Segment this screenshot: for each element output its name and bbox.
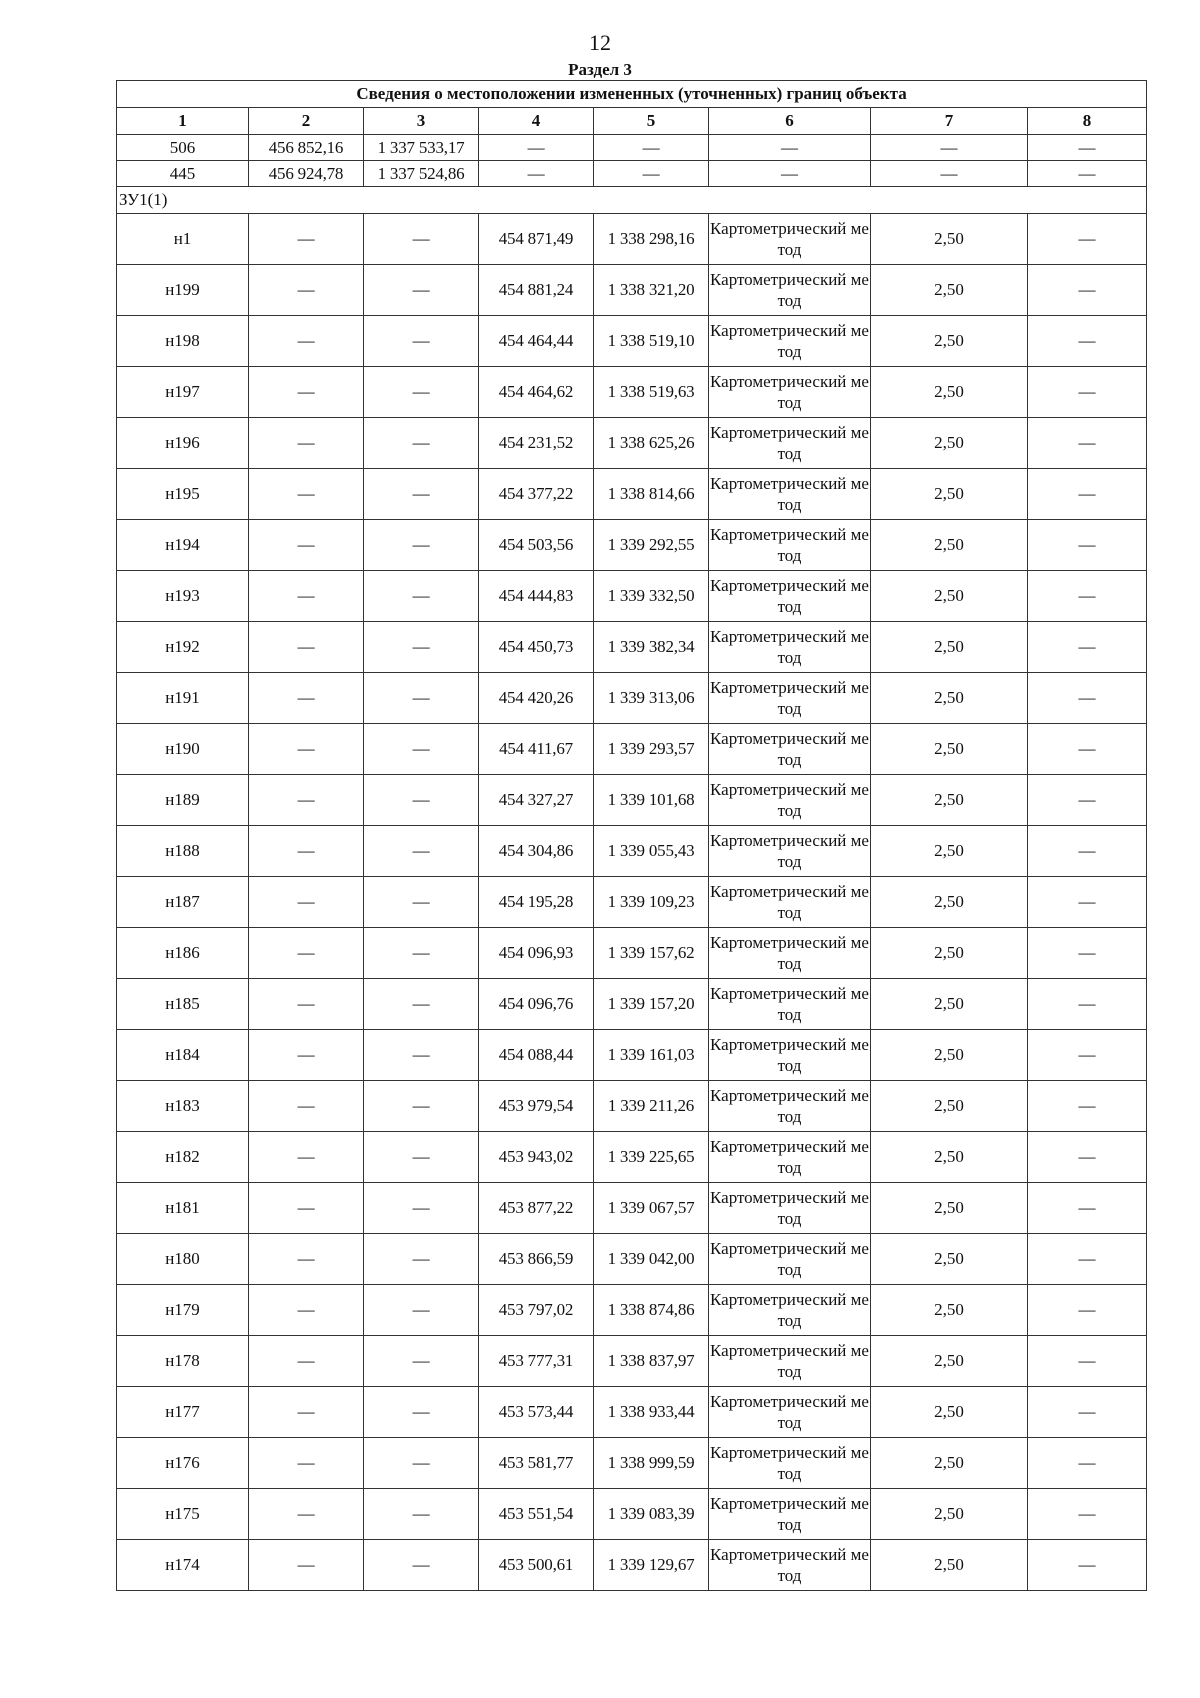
accuracy-cell: 2,50 [871,418,1028,469]
table-row [117,1387,1147,1438]
method-cell: Картометрический метод [709,418,871,469]
group-row [117,187,1147,214]
description-cell: — [1028,1438,1147,1489]
table-row [117,1438,1147,1489]
x-new-cell: 453 943,02 [479,1132,594,1183]
column-number-cell: 8 [1028,108,1147,135]
point-cell: н194 [117,520,249,571]
x-new-cell: 453 777,31 [479,1336,594,1387]
x-new-cell: 453 797,02 [479,1285,594,1336]
description-cell: — [1028,161,1147,187]
point-cell: н183 [117,1081,249,1132]
description-cell: — [1028,265,1147,316]
x-old-cell: 456 924,78 [249,161,364,187]
y-old-cell: — [364,1336,479,1387]
description-cell: — [1028,1081,1147,1132]
y-new-cell: 1 339 225,65 [594,1132,709,1183]
method-cell: Картометрический метод [709,367,871,418]
y-old-cell: — [364,1438,479,1489]
y-old-cell: — [364,1540,479,1591]
point-cell: н193 [117,571,249,622]
y-old-cell: — [364,214,479,265]
x-old-cell: — [249,1234,364,1285]
accuracy-cell: 2,50 [871,1540,1028,1591]
method-cell: Картометрический метод [709,1540,871,1591]
method-cell: Картометрический метод [709,316,871,367]
x-new-cell: 454 881,24 [479,265,594,316]
y-old-cell: — [364,1183,479,1234]
x-old-cell: 456 852,16 [249,135,364,161]
x-old-cell: — [249,1489,364,1540]
method-cell: Картометрический метод [709,214,871,265]
group-label: ЗУ1(1) [117,187,1147,214]
method-cell: Картометрический метод [709,571,871,622]
table-row [117,928,1147,979]
y-old-cell: — [364,469,479,520]
accuracy-cell: — [871,135,1028,161]
column-number-cell: 6 [709,108,871,135]
x-old-cell: — [249,1438,364,1489]
table-title-row [117,81,1147,108]
y-old-cell: — [364,520,479,571]
point-cell: 506 [117,135,249,161]
y-old-cell: — [364,673,479,724]
x-old-cell: — [249,1285,364,1336]
x-new-cell: 454 304,86 [479,826,594,877]
x-new-cell: 454 464,44 [479,316,594,367]
accuracy-cell: 2,50 [871,1336,1028,1387]
accuracy-cell: 2,50 [871,826,1028,877]
column-number-row [117,108,1147,135]
description-cell: — [1028,1489,1147,1540]
description-cell: — [1028,135,1147,161]
y-new-cell: 1 338 999,59 [594,1438,709,1489]
description-cell: — [1028,418,1147,469]
accuracy-cell: 2,50 [871,1183,1028,1234]
table-row [117,775,1147,826]
table-row [117,1030,1147,1081]
description-cell: — [1028,1387,1147,1438]
y-old-cell: — [364,877,479,928]
x-old-cell: — [249,1387,364,1438]
table-row [117,1234,1147,1285]
y-new-cell: 1 339 109,23 [594,877,709,928]
description-cell: — [1028,520,1147,571]
x-new-cell: 454 377,22 [479,469,594,520]
method-cell: Картометрический метод [709,520,871,571]
y-new-cell: — [594,135,709,161]
x-old-cell: — [249,1132,364,1183]
x-old-cell: — [249,979,364,1030]
y-old-cell: — [364,1030,479,1081]
point-cell: н184 [117,1030,249,1081]
y-new-cell: — [594,161,709,187]
y-new-cell: 1 339 157,20 [594,979,709,1030]
method-cell: Картометрический метод [709,622,871,673]
point-cell: н175 [117,1489,249,1540]
point-cell: н190 [117,724,249,775]
x-new-cell: 454 195,28 [479,877,594,928]
x-old-cell: — [249,367,364,418]
method-cell: Картометрический метод [709,1183,871,1234]
table-row [117,1540,1147,1591]
y-old-cell: — [364,1285,479,1336]
accuracy-cell: 2,50 [871,265,1028,316]
y-old-cell: — [364,775,479,826]
accuracy-cell: 2,50 [871,1387,1028,1438]
x-new-cell: 453 500,61 [479,1540,594,1591]
table-row [117,418,1147,469]
table-row [117,1183,1147,1234]
accuracy-cell: 2,50 [871,1030,1028,1081]
x-old-cell: — [249,826,364,877]
method-cell: Картометрический метод [709,1234,871,1285]
table-row [117,826,1147,877]
y-new-cell: 1 338 298,16 [594,214,709,265]
point-cell: н185 [117,979,249,1030]
accuracy-cell: 2,50 [871,877,1028,928]
description-cell: — [1028,1132,1147,1183]
point-cell: н178 [117,1336,249,1387]
point-cell: н198 [117,316,249,367]
y-new-cell: 1 339 157,62 [594,928,709,979]
accuracy-cell: 2,50 [871,673,1028,724]
x-new-cell: — [479,161,594,187]
accuracy-cell: 2,50 [871,1285,1028,1336]
x-old-cell: — [249,1183,364,1234]
method-cell: Картометрический метод [709,1387,871,1438]
y-old-cell: — [364,367,479,418]
point-cell: н199 [117,265,249,316]
point-cell: н174 [117,1540,249,1591]
method-cell: Картометрический метод [709,673,871,724]
x-new-cell: 454 231,52 [479,418,594,469]
method-cell: Картометрический метод [709,928,871,979]
point-cell: н197 [117,367,249,418]
table-row [117,1081,1147,1132]
y-new-cell: 1 339 382,34 [594,622,709,673]
y-new-cell: 1 338 321,20 [594,265,709,316]
y-new-cell: 1 339 332,50 [594,571,709,622]
y-old-cell: — [364,1132,479,1183]
method-cell: Картометрический метод [709,979,871,1030]
x-new-cell: 454 503,56 [479,520,594,571]
point-cell: н192 [117,622,249,673]
x-new-cell: 453 877,22 [479,1183,594,1234]
x-new-cell: 454 411,67 [479,724,594,775]
description-cell: — [1028,571,1147,622]
description-cell: — [1028,1234,1147,1285]
table-row [117,520,1147,571]
y-new-cell: 1 339 313,06 [594,673,709,724]
column-number-cell: 4 [479,108,594,135]
method-cell: Картометрический метод [709,469,871,520]
column-number-cell: 1 [117,108,249,135]
table-row [117,161,1147,187]
description-cell: — [1028,1183,1147,1234]
point-cell: н177 [117,1387,249,1438]
accuracy-cell: 2,50 [871,928,1028,979]
x-new-cell: 454 420,26 [479,673,594,724]
method-cell: Картометрический метод [709,1438,871,1489]
x-new-cell: 454 327,27 [479,775,594,826]
table-row [117,1336,1147,1387]
accuracy-cell: 2,50 [871,1438,1028,1489]
x-old-cell: — [249,214,364,265]
description-cell: — [1028,214,1147,265]
point-cell: н179 [117,1285,249,1336]
method-cell: — [709,135,871,161]
x-old-cell: — [249,724,364,775]
y-old-cell: — [364,571,479,622]
method-cell: Картометрический метод [709,724,871,775]
accuracy-cell: 2,50 [871,520,1028,571]
y-old-cell: 1 337 533,17 [364,135,479,161]
accuracy-cell: 2,50 [871,1234,1028,1285]
accuracy-cell: 2,50 [871,469,1028,520]
table-row [117,316,1147,367]
point-cell: н195 [117,469,249,520]
accuracy-cell: 2,50 [871,979,1028,1030]
section-title: Раздел 3 [568,60,632,79]
method-cell: Картометрический метод [709,826,871,877]
accuracy-cell: 2,50 [871,1489,1028,1540]
x-new-cell: 453 573,44 [479,1387,594,1438]
y-new-cell: 1 338 519,63 [594,367,709,418]
y-old-cell: — [364,928,479,979]
point-cell: н187 [117,877,249,928]
x-new-cell: 454 464,62 [479,367,594,418]
x-new-cell: 454 871,49 [479,214,594,265]
table-row [117,1489,1147,1540]
method-cell: Картометрический метод [709,1030,871,1081]
accuracy-cell: 2,50 [871,775,1028,826]
y-new-cell: 1 339 042,00 [594,1234,709,1285]
table-title: Сведения о местоположении измененных (уточненных) границ объекта [117,81,1147,108]
y-new-cell: 1 339 083,39 [594,1489,709,1540]
x-old-cell: — [249,265,364,316]
method-cell: Картометрический метод [709,775,871,826]
description-cell: — [1028,826,1147,877]
y-new-cell: 1 339 067,57 [594,1183,709,1234]
description-cell: — [1028,1336,1147,1387]
point-cell: 445 [117,161,249,187]
table-row [117,571,1147,622]
x-old-cell: — [249,520,364,571]
point-cell: н188 [117,826,249,877]
y-old-cell: — [364,418,479,469]
x-new-cell: 453 551,54 [479,1489,594,1540]
x-old-cell: — [249,1336,364,1387]
y-old-cell: — [364,826,479,877]
y-old-cell: — [364,622,479,673]
table-row [117,979,1147,1030]
x-new-cell: 454 450,73 [479,622,594,673]
x-new-cell: 454 088,44 [479,1030,594,1081]
point-cell: н1 [117,214,249,265]
y-new-cell: 1 339 055,43 [594,826,709,877]
table-row [117,265,1147,316]
description-cell: — [1028,622,1147,673]
x-new-cell: 454 096,93 [479,928,594,979]
table-row [117,367,1147,418]
x-old-cell: — [249,418,364,469]
x-new-cell: 453 979,54 [479,1081,594,1132]
point-cell: н176 [117,1438,249,1489]
accuracy-cell: 2,50 [871,622,1028,673]
method-cell: Картометрический метод [709,1336,871,1387]
y-new-cell: 1 339 211,26 [594,1081,709,1132]
table-row [117,622,1147,673]
point-cell: н189 [117,775,249,826]
x-old-cell: — [249,316,364,367]
y-old-cell: — [364,724,479,775]
y-new-cell: 1 338 874,86 [594,1285,709,1336]
description-cell: — [1028,724,1147,775]
accuracy-cell: 2,50 [871,316,1028,367]
x-old-cell: — [249,877,364,928]
x-old-cell: — [249,1081,364,1132]
point-cell: н191 [117,673,249,724]
x-new-cell: — [479,135,594,161]
description-cell: — [1028,1030,1147,1081]
accuracy-cell: 2,50 [871,367,1028,418]
x-old-cell: — [249,673,364,724]
column-number-cell: 2 [249,108,364,135]
description-cell: — [1028,316,1147,367]
y-new-cell: 1 338 837,97 [594,1336,709,1387]
accuracy-cell: 2,50 [871,1132,1028,1183]
method-cell: Картометрический метод [709,265,871,316]
point-cell: н182 [117,1132,249,1183]
column-number-cell: 5 [594,108,709,135]
x-old-cell: — [249,1030,364,1081]
y-new-cell: 1 339 292,55 [594,520,709,571]
x-old-cell: — [249,571,364,622]
description-cell: — [1028,979,1147,1030]
description-cell: — [1028,877,1147,928]
page-number: 12 [589,30,611,55]
table-row [117,673,1147,724]
y-new-cell: 1 339 129,67 [594,1540,709,1591]
description-cell: — [1028,367,1147,418]
table-row [117,1132,1147,1183]
description-cell: — [1028,673,1147,724]
description-cell: — [1028,928,1147,979]
column-number-cell: 3 [364,108,479,135]
point-cell: н180 [117,1234,249,1285]
description-cell: — [1028,1540,1147,1591]
y-old-cell: — [364,1489,479,1540]
accuracy-cell: 2,50 [871,214,1028,265]
x-old-cell: — [249,622,364,673]
x-new-cell: 454 096,76 [479,979,594,1030]
x-old-cell: — [249,775,364,826]
y-old-cell: — [364,1387,479,1438]
method-cell: Картометрический метод [709,877,871,928]
description-cell: — [1028,775,1147,826]
y-new-cell: 1 338 814,66 [594,469,709,520]
point-cell: н181 [117,1183,249,1234]
table-row [117,877,1147,928]
x-old-cell: — [249,469,364,520]
table-row [117,135,1147,161]
table-row [117,724,1147,775]
x-old-cell: — [249,928,364,979]
y-old-cell: — [364,1234,479,1285]
x-old-cell: — [249,1540,364,1591]
method-cell: Картометрический метод [709,1081,871,1132]
y-new-cell: 1 339 161,03 [594,1030,709,1081]
y-old-cell: — [364,1081,479,1132]
x-new-cell: 454 444,83 [479,571,594,622]
accuracy-cell: 2,50 [871,571,1028,622]
column-number-cell: 7 [871,108,1028,135]
y-old-cell: — [364,265,479,316]
y-new-cell: 1 338 625,26 [594,418,709,469]
x-new-cell: 453 866,59 [479,1234,594,1285]
accuracy-cell: — [871,161,1028,187]
table-row [117,214,1147,265]
y-old-cell: 1 337 524,86 [364,161,479,187]
method-cell: Картометрический метод [709,1285,871,1336]
description-cell: — [1028,1285,1147,1336]
y-new-cell: 1 339 293,57 [594,724,709,775]
table-row [117,469,1147,520]
accuracy-cell: 2,50 [871,1081,1028,1132]
y-new-cell: 1 339 101,68 [594,775,709,826]
boundary-coordinates-table [116,80,1147,1591]
y-old-cell: — [364,979,479,1030]
y-old-cell: — [364,316,479,367]
point-cell: н186 [117,928,249,979]
accuracy-cell: 2,50 [871,724,1028,775]
method-cell: — [709,161,871,187]
table-row [117,1285,1147,1336]
description-cell: — [1028,469,1147,520]
y-new-cell: 1 338 933,44 [594,1387,709,1438]
x-new-cell: 453 581,77 [479,1438,594,1489]
y-new-cell: 1 338 519,10 [594,316,709,367]
method-cell: Картометрический метод [709,1132,871,1183]
point-cell: н196 [117,418,249,469]
method-cell: Картометрический метод [709,1489,871,1540]
